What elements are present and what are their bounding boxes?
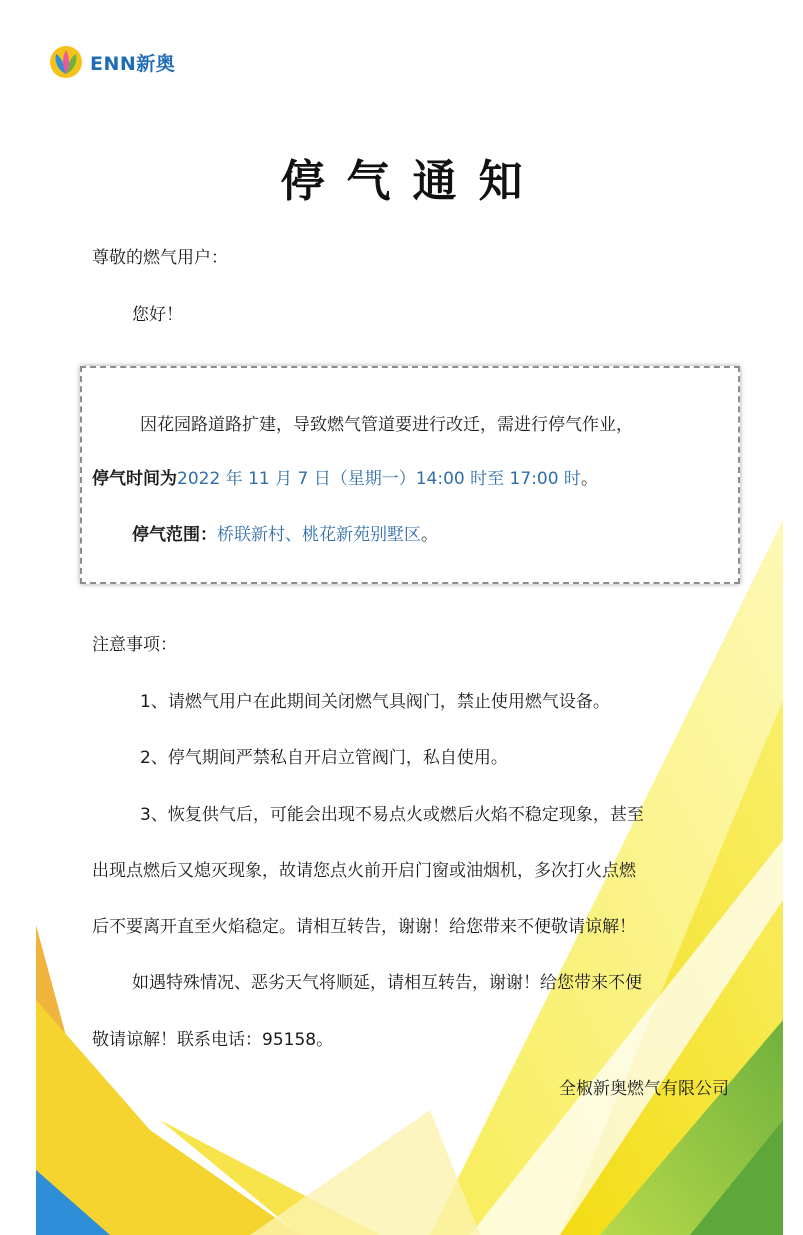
- note-item-3-line-1: 3、恢复供气后，可能会出现不易点火或燃后火焰不稳定现象，甚至: [140, 805, 644, 825]
- hello-text: 您好！: [132, 305, 183, 325]
- enn-flower-icon: [48, 44, 84, 80]
- company-logo: [48, 44, 175, 80]
- page-title: 停气通知: [280, 156, 545, 207]
- note-item-1: 1、请燃气用户在此期间关闭燃气具阀门，禁止使用燃气设备。: [140, 692, 610, 712]
- closing-line-2: 敬请谅解！联系电话：95158。: [92, 1030, 334, 1050]
- notes-title: 注意事项：: [92, 635, 177, 655]
- logo-text: ENN新奥: [90, 52, 176, 75]
- outage-time-end: 。: [580, 469, 598, 489]
- note-item-3-line-2: 出现点燃后又熄灭现象，故请您点火前开启门窗或油烟机，多次打火点燃: [92, 861, 636, 881]
- note-item-3-line-3: 后不要离开直至火焰稳定。请相互转告，谢谢！给您带来不便敬请谅解！: [92, 917, 636, 937]
- outage-range: [132, 520, 438, 545]
- outage-range-end: 。: [421, 525, 438, 545]
- note-item-2: 2、停气期间严禁私自开启立管阀门，私自使用。: [140, 748, 508, 768]
- outage-reason: 因花园路道路扩建，导致燃气管道要进行改迁，需进行停气作业，: [140, 415, 633, 435]
- outage-range-label: 停气范围：: [132, 525, 217, 545]
- outage-notice-box: [80, 366, 740, 584]
- outage-time-label: 停气时间为: [92, 469, 177, 489]
- greeting-text: 尊敬的燃气用户：: [92, 248, 228, 268]
- outage-time-value: 2022 年 11 月 7 日（星期一）14:00 时至 17:00 时: [177, 469, 581, 489]
- outage-range-value: 桥联新村、桃花新苑别墅区: [217, 525, 421, 545]
- closing-line-1: 如遇特殊情况、恶劣天气将顺延，请相互转告，谢谢！给您带来不便: [132, 973, 642, 993]
- company-signature: 全椒新奥燃气有限公司: [559, 1079, 729, 1099]
- outage-time: [92, 464, 598, 489]
